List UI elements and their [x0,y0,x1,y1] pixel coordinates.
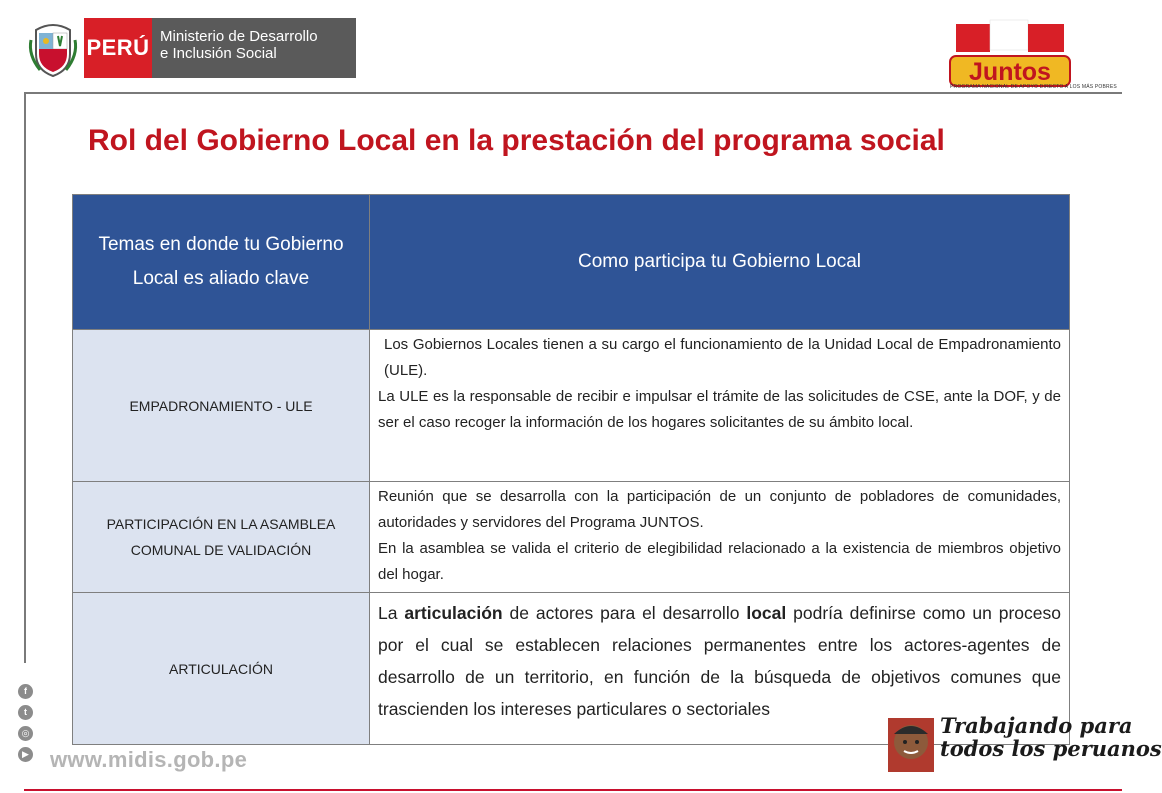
table-header-row [73,195,1070,330]
ministry-label [152,18,356,78]
slogan-text [940,714,1162,760]
frame-bottom-line [24,789,1122,791]
row-paragraph [378,597,1061,725]
table-row [73,330,1070,482]
frame-top-line [24,92,1122,94]
website-link[interactable]: www.midis.gob.pe [50,747,248,772]
header-topics: Temas en donde tu Gobierno Local es aliado clave [73,195,370,330]
roles-table [72,194,1070,745]
ministry-line-1: Ministerio de Desarrollo [160,28,318,45]
peru-label: PERÚ [84,18,152,78]
table-row [73,482,1070,593]
page-title: Rol del Gobierno Local en la prestación del programa social [88,124,945,157]
bold-term: articulación [404,603,503,623]
row-description [370,482,1070,593]
row-description [370,330,1070,482]
juntos-tagline: PROGRAMA NACIONAL DE APOYO DIRECTO A LOS MÁS POBRES [950,84,1117,90]
social-icons [18,684,36,768]
header-participation: Como participa tu Gobierno Local [370,195,1070,330]
peru-coat-of-arms-icon [28,20,78,78]
row-category: EMPADRONAMIENTO - ULE [73,330,370,482]
youtube-icon[interactable]: ▶ [18,747,33,762]
slogan-line-1: Trabajando para [940,713,1133,738]
instagram-icon[interactable]: ◎ [18,726,33,741]
row-paragraph: Reunión que se desarrolla con la participación de un conjunto de pobladores de comunidades, autoridades y servidores del Programa JUNTOS. [378,488,1061,531]
text-segment: podría definirse como un proceso por el cual se establecen relaciones permanentes entre los actores-agentes de desarrollo de un territorio, en función de la búsqueda de objetivos comunes que trascienden los intereses particulares o sectoriales [378,603,1062,719]
frame-left-line [24,93,26,663]
juntos-logo-text: Juntos [969,58,1051,86]
midis-logo [84,18,356,78]
bold-term: local [746,603,787,623]
text-segment: de actores para el desarrollo [502,603,747,623]
juntos-logo [948,18,1117,92]
row-category: ARTICULACIÓN [73,593,370,745]
row-paragraph: En la asamblea se valida el criterio de elegibilidad relacionado a la existencia de miembros objetivo del hogar. [378,540,1061,583]
ministry-line-2: e Inclusión Social [160,45,277,62]
slogan-line-2: todos los peruanos [940,736,1162,761]
row-category: PARTICIPACIÓN EN LA ASAMBLEA COMUNAL DE VALIDACIÓN [73,482,370,593]
row-paragraph: La ULE es la responsable de recibir e impulsar el trámite de las solicitudes de CSE, ante la DOF, y de ser el caso recoger la información de los hogares solicitantes de su ámbito local. [378,388,1061,431]
row-paragraph: Los Gobiernos Locales tienen a su cargo el funcionamiento de la Unidad Local de Empadronamiento (ULE). [384,336,1061,379]
text-segment: La [378,603,405,623]
facebook-icon[interactable]: f [18,684,33,699]
twitter-icon[interactable]: t [18,705,33,720]
